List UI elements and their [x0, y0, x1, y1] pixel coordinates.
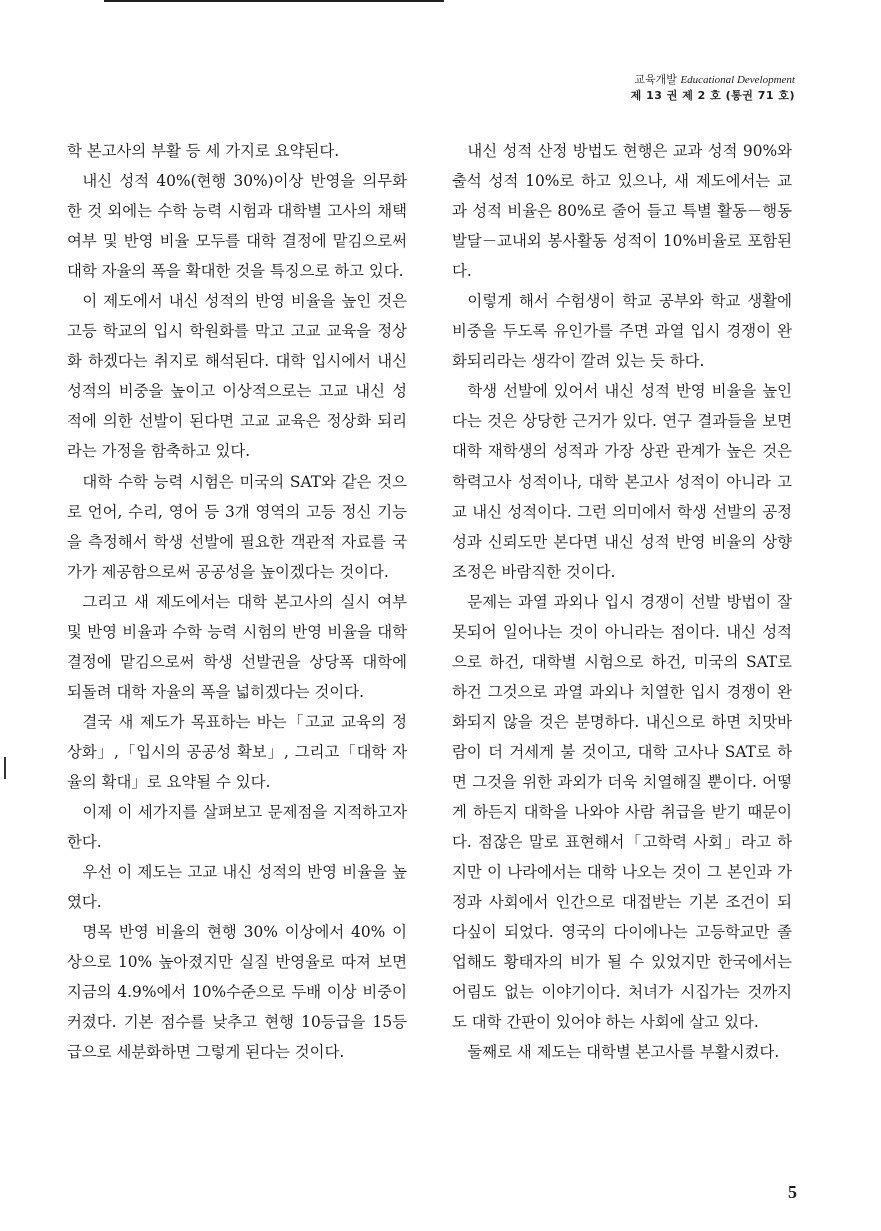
right-column [452, 136, 792, 1067]
paragraph: 이제 이 세가지를 살펴보고 문제점을 지적하고자 한다. [67, 803, 407, 852]
paragraph: 내신 성적 산정 방법도 현행은 교과 성적 90%와 출석 성적 10%로 하고 있으나, 새 제도에서는 교과 성적 비율은 80%로 줄어 들고 특별 활동－행동 발달－교내외 봉사활동 성적이 10%비율로 포함된다. [452, 142, 792, 281]
journal-title-en: Educational Development [680, 74, 795, 86]
paragraph: 내신 성적 40%(현행 30%)이상 반영을 의무화 한 것 외에는 수학 능력 시험과 대학별 고사의 채택 여부 및 반영 비율 모두를 대학 결정에 맡김으로써 대학 자율의 폭을 확대한 것을 특징으로 하고 있다. [67, 172, 407, 281]
page-number: 5 [788, 1182, 797, 1202]
paragraph: 결국 새 제도가 목표하는 바는「고교 교육의 정상화」,「입시의 공공성 확보」, 그리고「대학 자율의 확대」로 요약될 수 있다. [67, 712, 407, 791]
paragraph: 둘째로 새 제도는 대학별 본고사를 부활시켰다. [467, 1043, 780, 1062]
paragraph: 학생 선발에 있어서 내신 성적 반영 비율을 높인다는 것은 상당한 근거가 있다. 연구 결과들을 보면 대학 재학생의 성적과 가장 상관 관계가 높은 것은 학력고사 성적이나, 대학 본고사 성적이 아니라 고교 내신 성적이다. 그런 의미에서 학생 선발의 공정성과 신뢰도만 본다면 내신 성적 반영 비율의 상향 조정은 바람직한 것이다. [452, 382, 792, 581]
running-header [631, 72, 795, 104]
paragraph: 그리고 새 제도에서는 대학 본고사의 실시 여부 및 반영 비율과 수학 능력 시험의 반영 비율을 대학 결정에 맡김으로써 학생 선발권을 상당폭 대학에 되돌려 대학 자율의 폭을 넓히겠다는 것이다. [67, 592, 407, 701]
journal-title [631, 72, 795, 88]
issue-info: 제 13 권 제 2 호 (통권 71 호) [630, 89, 795, 102]
top-rule [104, 0, 444, 2]
paragraph: 우선 이 제도는 고교 내신 성적의 반영 비율을 높였다. [67, 863, 407, 912]
paragraph: 이렇게 해서 수험생이 학교 공부와 학교 생활에 비중을 두도록 유인가를 주면 과열 입시 경쟁이 완화되리라는 생각이 깔려 있는 듯 하다. [452, 292, 792, 371]
paragraph: 이 제도에서 내신 성적의 반영 비율을 높인 것은 고등 학교의 입시 학원화를 막고 고교 교육을 정상화 하겠다는 취지로 해석된다. 대학 입시에서 내신 성적의 비중을 높이고 이상적으로는 고교 내신 성적에 의한 선발이 된다면 고교 교육은 정상화 되리라는 가정을 함축하고 있다. [67, 292, 407, 461]
paragraph: 대학 수학 능력 시험은 미국의 SAT와 같은 것으로 언어, 수리, 영어 등 3개 영역의 고등 정신 기능을 측정해서 학생 선발에 필요한 객관적 자료를 국가가 제공함으로써 공공성을 높이겠다는 것이다. [67, 472, 407, 581]
paragraph: 명목 반영 비율의 현행 30% 이상에서 40% 이상으로 10% 높아졌지만 실질 반영율로 따져 보면 지금의 4.9%에서 10%수준으로 두배 이상 비중이 커졌다. 기본 점수를 낮추고 현행 10등급을 15등급으로 세분화하면 그렇게 된다는 것이다. [67, 923, 407, 1062]
paragraph: 문제는 과열 과외나 입시 경쟁이 선발 방법이 잘못되어 일어나는 것이 아니라는 점이다. 내신 성적으로 하건, 대학별 시험으로 하건, 미국의 SAT로 하건 그것으로 과열 과외나 치열한 입시 경쟁이 완화되지 않을 것은 분명하다. 내신으로 하면 치맛바람이 더 거세게 불 것이고, 대학 고사나 SAT로 하면 그것을 위한 과외가 더욱 치열해질 뿐이다. 어떻게 하든지 대학을 나와야 사람 취급을 받기 때문이다. 점잖은 말로 표현해서「고학력 사회」라고 하지만 이 나라에서는 대학 나오는 것이 그 본인과 가정과 사회에서 인간으로 대접받는 기본 조건이 되다싶이 되었다. 영국의 다이에나는 고등학교만 졸업해도 황태자의 비가 될 수 있었지만 한국에서는 어림도 없는 이야기이다. 처녀가 시집가는 것까지도 대학 간판이 있어야 하는 사회에 살고 있다. [452, 592, 792, 1032]
journal-title-ko: 교육개발 [634, 73, 677, 86]
margin-mark [4, 757, 6, 779]
paragraph: 학 본고사의 부활 등 세 가지로 요약된다. [67, 142, 340, 160]
left-column [67, 136, 407, 1067]
